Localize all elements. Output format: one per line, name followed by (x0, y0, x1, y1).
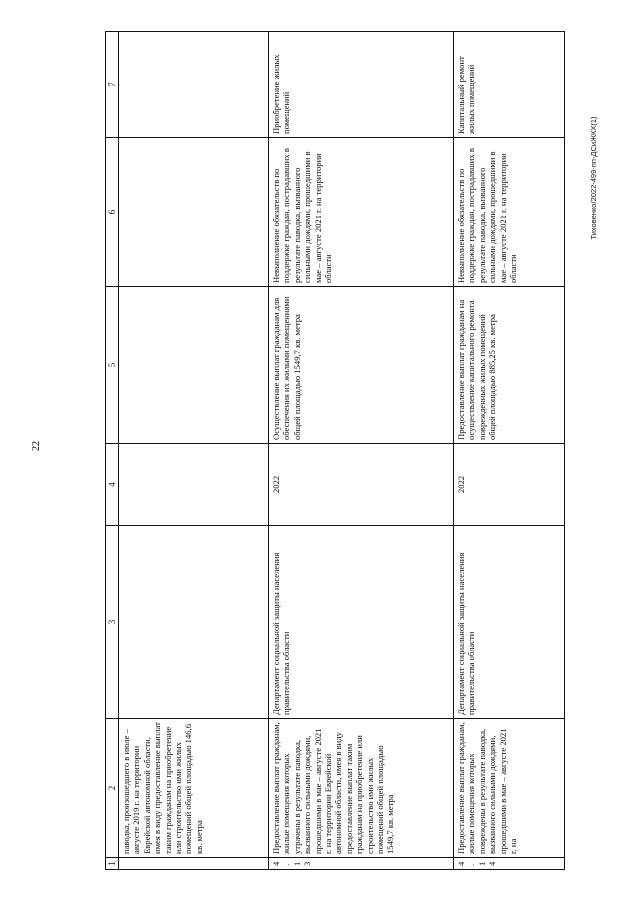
table-row-4-14 (454, 32, 565, 870)
cell-measure: Предоставление выплат гражданам, жилые помещения которых утрачены в результате паводка, вызванного сильными дождями, прошедшими в мае – августе 2021 г. на территории Еврейской автономной области, имея в виду предоставление выплат таким гражданам на приобретение или строительство ими жилых помещений общей площадью 1549,7 кв. метра (269, 719, 454, 858)
document-id: Тиховенко/2022-499-пп-ДСиЖКХ(1) (589, 116, 598, 240)
cell-number: 4.13 (269, 858, 454, 870)
cell-direction: Капитальный ремонт жилых помещений (454, 32, 565, 138)
cell-measure: Предоставление выплат гражданам, жилые помещения которых повреждены в результате паводка, вызванного сильными дождями, прошедшими в мае – августе 2021 г. на (454, 719, 565, 858)
cell-executor: Департамент социальной защиты населения правительства области (269, 526, 454, 719)
cell-result: Предоставление выплат гражданам на осуществление капитального ремонта поврежденных жилых помещений общей площадью 885,25 кв. метра (454, 287, 565, 444)
cell-problem: Невыполнение обязательств по поддержке граждан, пострадавших в результате паводка, вызванного сильными дождями, прошедшими в мае – августе 2021 г. на территории области (269, 138, 454, 287)
table-row-4-13 (269, 32, 454, 870)
cell-result (119, 287, 269, 444)
cell-executor (119, 526, 269, 719)
cell-year: 2022 (269, 444, 454, 526)
header-col-5: 5 (106, 287, 119, 444)
header-col-3: 3 (106, 526, 119, 719)
page-number: 22 (31, 441, 42, 451)
cell-direction (119, 32, 269, 138)
cell-number (119, 858, 269, 870)
header-col-2: 2 (106, 719, 119, 858)
cell-problem: Невыполнение обязательств по поддержке граждан, пострадавших в результате паводка, вызванного сильными дождями, прошедшими в мае – августе 2021 г. на территории области (454, 138, 565, 287)
header-col-7: 7 (106, 32, 119, 138)
cell-direction: Приобретение жилых помещений (269, 32, 454, 138)
header-col-4: 4 (106, 444, 119, 526)
header-row (106, 32, 119, 870)
cell-executor: Департамент социальной защиты населения правительства области (454, 526, 565, 719)
table-row-continuation (119, 32, 269, 870)
header-col-6: 6 (106, 138, 119, 287)
header-col-1: 1 (106, 858, 119, 870)
cell-result: Осуществление выплат гражданам для обеспечения их жилыми помещениями общей площадью 1549,7 кв. метра (269, 287, 454, 444)
rotated-table-frame (105, 32, 565, 870)
cell-year: 2022 (454, 444, 565, 526)
cell-year (119, 444, 269, 526)
measures-table (105, 31, 565, 870)
cell-number: 4.14 (454, 858, 565, 870)
cell-measure: паводка, произошедшего в июле – августе 2019 г. на территории Еврейской автономной области, имея в виду предоставление выплат таким гражданам на приобретение или строительство ими жилых помещений общей площадью 146,6 кв. метра (119, 719, 269, 858)
cell-problem (119, 138, 269, 287)
